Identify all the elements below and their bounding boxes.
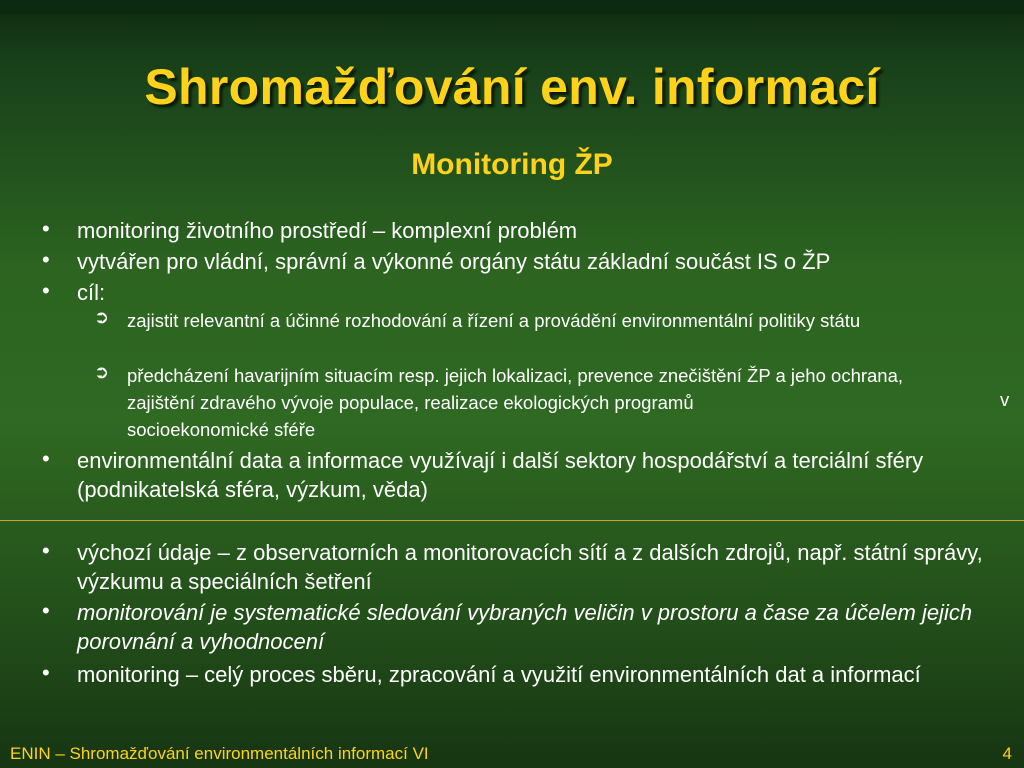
bullet-icon: •: [42, 247, 50, 272]
top-band: [0, 0, 1024, 14]
slide-subtitle: Monitoring ŽP: [411, 148, 613, 181]
bullet-text: monitoring – celý proces sběru, zpracování a využití environmentálních dat a informací: [77, 662, 921, 687]
slide-title: Shromažďování env. informací: [144, 59, 880, 115]
bullet-icon: •: [42, 216, 50, 241]
bullet-icon: •: [42, 538, 50, 563]
sub-bullet-last-line: socioekonomické sféře: [127, 419, 316, 440]
bullet-text: cíl:: [77, 280, 106, 305]
sub-bullet-text: zajistit relevantní a účinné rozhodování a řízení a provádění environmentální politiky státu: [127, 310, 861, 331]
sub-bullet-text: předcházení havarijním situacím resp. jejich lokalizaci, prevence znečištění ŽP a jeho ochrana, zajištění zdravého vývoje populace, realizace ekologických programů: [127, 365, 904, 413]
bullet-text: monitorování je systematické sledování vybraných veličin v prostoru a čase za účelem jejich porovnání a vyhodnocení: [77, 600, 973, 654]
bullet-icon: •: [42, 278, 50, 303]
arrow-icon: ➲: [94, 307, 110, 327]
footer-text: ENIN – Shromažďování environmentálních informací VI: [10, 744, 429, 763]
arrow-icon: ➲: [94, 362, 110, 382]
bullet-icon: •: [42, 446, 50, 471]
bullet-icon: •: [42, 598, 50, 623]
divider-line: [0, 520, 1024, 521]
bullet-text: monitoring životního prostředí – komplexní problém: [77, 218, 578, 243]
bullet-icon: •: [42, 660, 50, 685]
page-number: 4: [1002, 744, 1012, 763]
bullet-text: výchozí údaje – z observatorních a monitorovacích sítí a z dalších zdrojů, např. státní správy, výzkumu a speciálních šetření: [77, 540, 983, 594]
sub-bullet-trailing: v: [1000, 389, 1010, 410]
bullet-text: environmentální data a informace využívají i další sektory hospodářství a terciální sféry (podnikatelská sféra, výzkum, věda): [77, 448, 924, 502]
bullet-text: vytvářen pro vládní, správní a výkonné orgány státu základní součást IS o ŽP: [77, 249, 831, 274]
